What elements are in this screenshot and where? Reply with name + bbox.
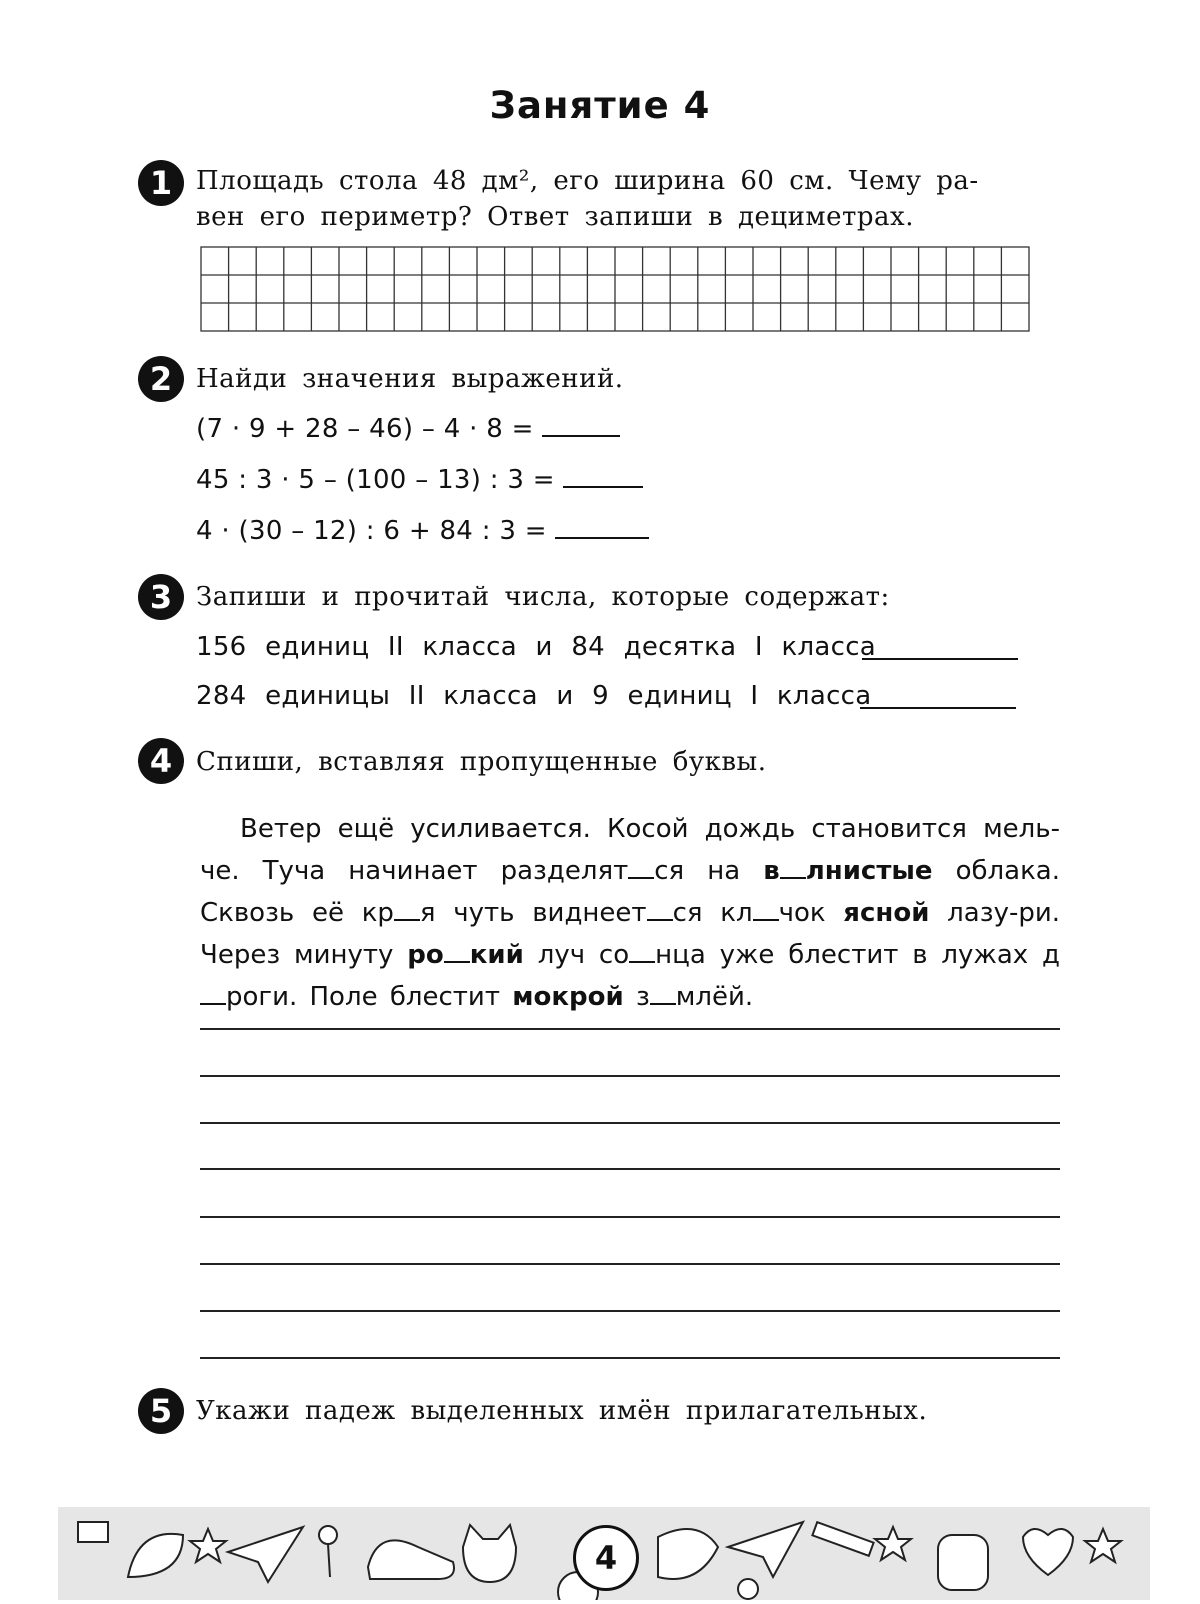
writing-line[interactable] (200, 1028, 1060, 1030)
star-icon (875, 1527, 911, 1560)
letter-gap[interactable] (394, 899, 420, 921)
letter-gap[interactable] (647, 899, 673, 921)
bold-word: в (763, 856, 780, 886)
letter-gap[interactable] (753, 899, 779, 921)
star-icon (1085, 1529, 1121, 1562)
task-5-number: 5 (138, 1388, 184, 1434)
paper-plane-icon (228, 1527, 303, 1582)
task-4-number: 4 (138, 738, 184, 784)
writing-line[interactable] (200, 1357, 1060, 1359)
text-segment: млёй. (675, 982, 754, 1012)
text-segment: з (623, 982, 650, 1012)
bird-icon (658, 1529, 718, 1579)
bold-word: мокрой (512, 982, 624, 1012)
text-segment: ся кл (672, 898, 753, 928)
writing-line[interactable] (200, 1216, 1060, 1218)
bold-word: ясной (843, 898, 930, 928)
number-item (196, 632, 876, 662)
bold-word: лнистые (805, 856, 933, 886)
letter-gap[interactable] (444, 941, 470, 963)
task-5-prompt: Укажи падеж выделенных имён прилагательных. (196, 1396, 928, 1426)
lollipop-icon (738, 1579, 758, 1599)
task-3-prompt: Запиши и прочитай числа, которые содержат: (196, 582, 890, 612)
letter-gap[interactable] (650, 983, 676, 1005)
heart-icon (1023, 1529, 1073, 1575)
text-segment: луч со (523, 940, 630, 970)
text-segment: Ветер ещё усиливается. Косой дождь становится мель-че. Туча начинает разделят (200, 814, 1060, 886)
expression-text: (7 · 9 + 28 – 46) – 4 · 8 = (196, 414, 534, 444)
task-1-text-line-1: Площадь стола 48 дм², его ширина 60 см. Чему ра- (196, 166, 979, 196)
writing-line[interactable] (200, 1075, 1060, 1077)
text-segment: ся на (654, 856, 764, 886)
text-segment: нца уже блестит в лужах д (655, 940, 1061, 970)
letter-gap[interactable] (628, 857, 654, 879)
writing-line[interactable] (200, 1122, 1060, 1124)
text-segment: облака. Сквозь её кр (200, 856, 1060, 928)
paper-plane-icon (728, 1522, 803, 1577)
expression-row (196, 515, 649, 546)
cat-icon (463, 1525, 516, 1582)
book-icon (78, 1522, 108, 1542)
pencil-icon (812, 1522, 873, 1556)
answer-grid[interactable] (200, 246, 1030, 332)
number-item-text: 284 единицы II класса и 9 единиц I класса (196, 681, 872, 711)
task-2-prompt: Найди значения выражений. (196, 364, 624, 394)
number-item (196, 681, 872, 711)
task-1-number: 1 (138, 160, 184, 206)
expression-text: 45 : 3 · 5 – (100 – 13) : 3 = (196, 465, 555, 495)
task-3-number: 3 (138, 574, 184, 620)
letter-gap[interactable] (629, 941, 655, 963)
answer-blank[interactable] (542, 413, 620, 437)
answer-blank[interactable] (860, 707, 1016, 709)
task-4-prompt: Спиши, вставляя пропущенные буквы. (196, 747, 767, 777)
letter-gap[interactable] (780, 857, 806, 879)
expression-row (196, 464, 643, 495)
bold-word: кий (469, 940, 524, 970)
writing-line[interactable] (200, 1263, 1060, 1265)
text-segment: лазу-ри. Через минуту (200, 898, 1060, 970)
expression-text: 4 · (30 – 12) : 6 + 84 : 3 = (196, 516, 547, 546)
sneaker-icon (368, 1540, 454, 1579)
writing-line[interactable] (200, 1168, 1060, 1170)
writing-line[interactable] (200, 1310, 1060, 1312)
letter-gap[interactable] (200, 983, 226, 1005)
text-segment: я чуть виднеет (419, 898, 647, 928)
answer-blank[interactable] (555, 515, 649, 539)
expression-row (196, 413, 620, 444)
task-4-paragraph (200, 808, 1060, 1018)
bold-word: ро (407, 940, 444, 970)
task-1-text-line-2: вен его периметр? Ответ запиши в дециметрах. (196, 202, 914, 232)
answer-blank[interactable] (563, 464, 643, 488)
text-segment: чок (778, 898, 844, 928)
number-item-text: 156 единиц II класса и 84 десятка I класса (196, 632, 877, 662)
star-icon (190, 1529, 226, 1562)
leaf-icon (128, 1534, 183, 1577)
page-number: 4 (573, 1525, 639, 1591)
pin-icon (319, 1526, 337, 1544)
page-title: Занятие 4 (489, 84, 711, 127)
answer-blank[interactable] (862, 658, 1018, 660)
backpack-icon (938, 1535, 988, 1590)
task-2-number: 2 (138, 356, 184, 402)
text-segment: роги. Поле блестит (226, 982, 513, 1012)
